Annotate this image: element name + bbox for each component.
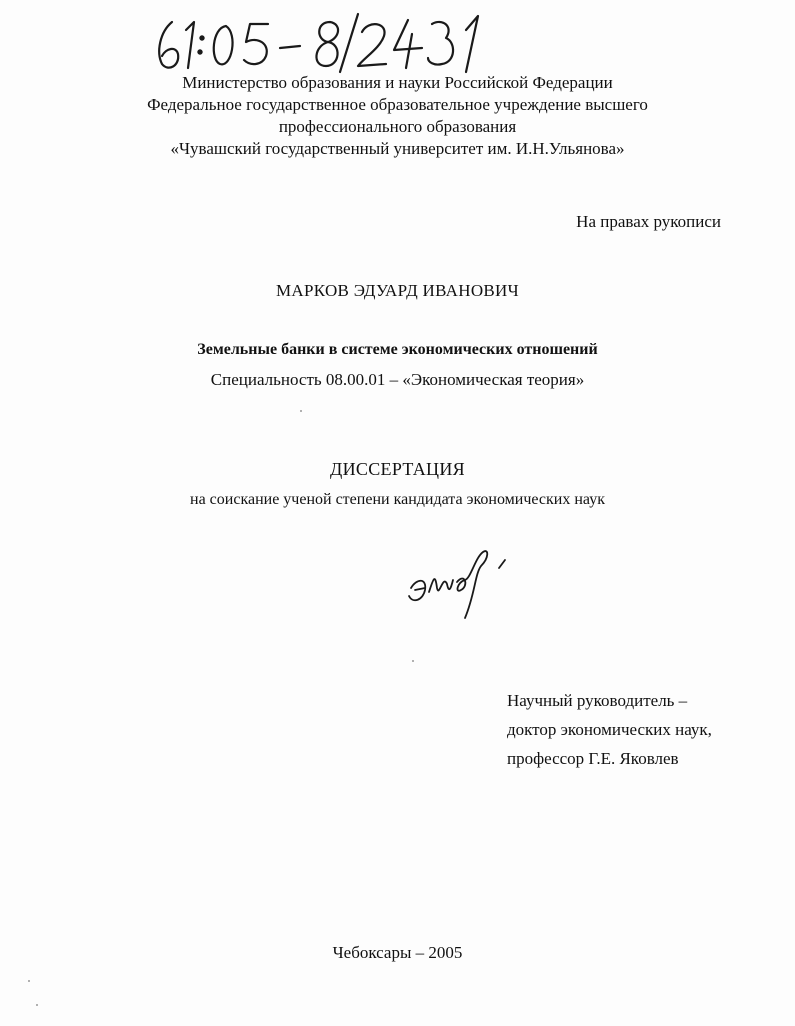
ministry-line: Министерство образования и науки Российской Федерации	[182, 73, 613, 92]
supervisor-block	[507, 686, 712, 773]
supervisor-degree: доктор экономических наук,	[507, 720, 712, 739]
signature-drawing	[405, 538, 525, 620]
supervisor-name: профессор Г.Е. Яковлев	[507, 749, 679, 768]
handwritten-code-drawing	[150, 8, 510, 78]
handwritten-archive-code	[150, 8, 510, 78]
author-name: МАРКОВ ЭДУАРД ИВАНОВИЧ	[276, 281, 519, 300]
scan-speck	[28, 980, 30, 982]
scan-speck	[412, 660, 414, 662]
institution-line-2: профессионального образования	[278, 117, 517, 136]
handwritten-signature	[405, 538, 525, 620]
degree-line: на соискание ученой степени кандидата экономических наук	[190, 491, 605, 508]
dissertation-title: Земельные банки в системе экономических отношений	[197, 341, 598, 358]
city-and-year: Чебоксары – 2005	[332, 943, 463, 962]
document-type: ДИССЕРТАЦИЯ	[330, 459, 465, 479]
scan-speck	[36, 1004, 38, 1006]
specialty-line: Специальность 08.00.01 – «Экономическая теория»	[210, 370, 585, 389]
manuscript-rights-note: На правах рукописи	[576, 212, 721, 231]
institution-line-1: Федеральное государственное образовательное учреждение высшего	[147, 95, 648, 114]
scan-speck	[300, 410, 302, 412]
supervisor-role: Научный руководитель –	[507, 691, 688, 710]
university-name: «Чувашский государственный университет им. И.Н.Ульянова»	[170, 139, 625, 158]
